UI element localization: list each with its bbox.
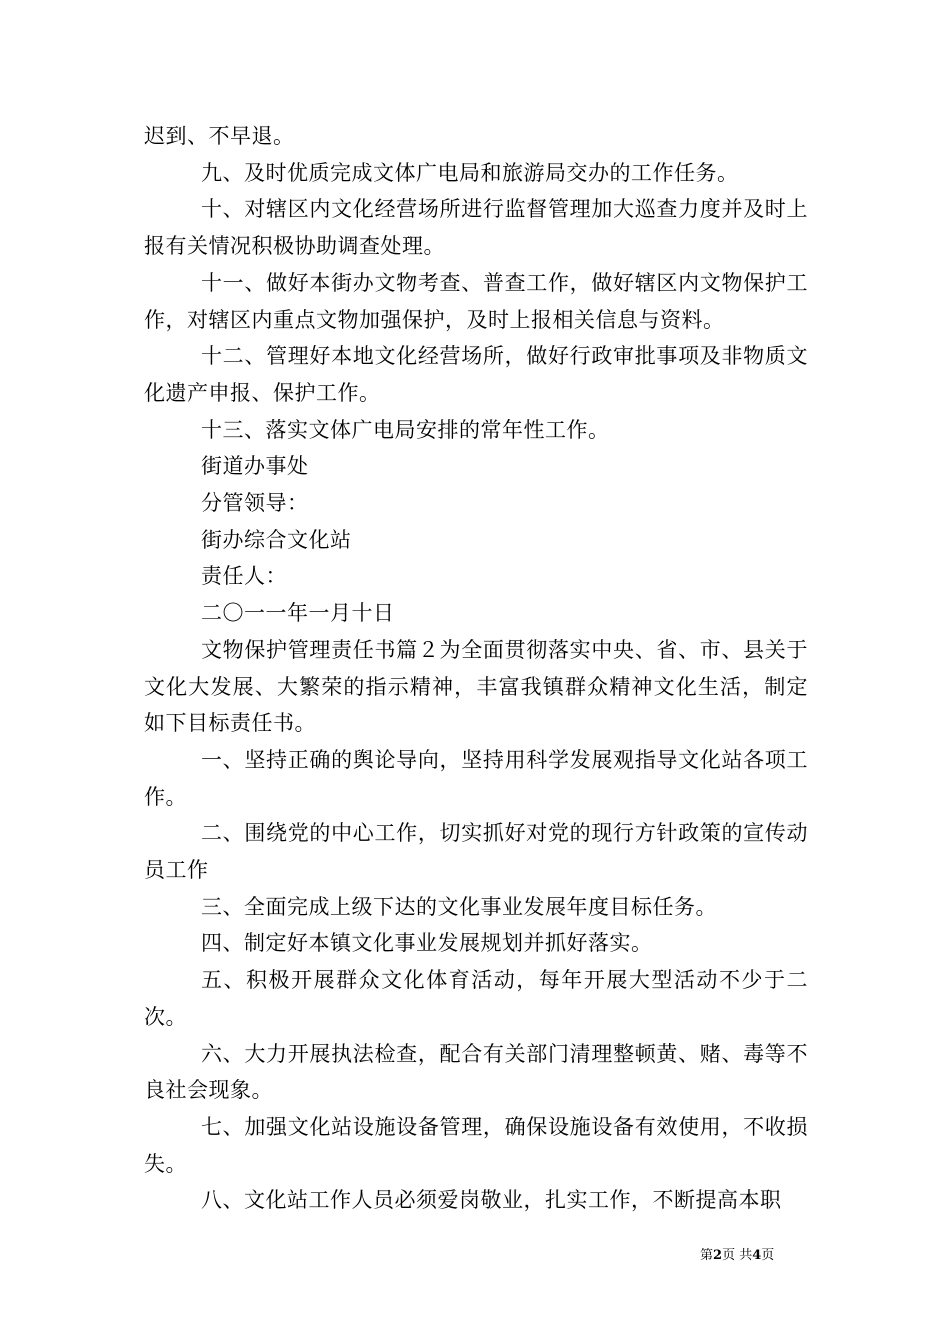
paragraph: 六、大力开展执法检查，配合有关部门清理整顿黄、赌、毒等不良社会现象。	[144, 1041, 808, 1103]
signature-org: 街道办事处	[201, 454, 309, 479]
paragraph: 十二、管理好本地文化经营场所，做好行政审批事项及非物质文化遗产申报、保护工作。	[144, 344, 808, 405]
paragraph: 三、全面完成上级下达的文化事业发展年度目标任务。	[201, 894, 717, 919]
paragraph: 五、积极开展群众文化体育活动，每年开展大型活动不少于二次。	[144, 968, 808, 1029]
signature-station: 街办综合文化站	[201, 527, 352, 552]
paragraph: 七、加强文化站设施设备管理，确保设施设备有效使用，不收损失。	[144, 1114, 808, 1176]
footer-prefix: 第	[700, 1248, 714, 1263]
paragraph: 二、围绕党的中心工作，切实抓好对党的现行方针政策的宣传动员工作	[144, 821, 808, 883]
footer-current-page: 2	[713, 1248, 723, 1263]
signature-leader-label: 分管领导：	[201, 491, 309, 516]
footer-total-pages: 4	[752, 1248, 762, 1263]
paragraph: 四、制定好本镇文化事业发展规划并抓好落实。	[201, 931, 653, 956]
paragraph: 八、文化站工作人员必须爱岗敬业，扎实工作，不断提高本职	[201, 1188, 782, 1213]
paragraph: 文物保护管理责任书篇２为全面贯彻落实中央、省、市、县关于文化大发展、大繁荣的指示精神，丰富我镇群众精神文化生活，制定如下目标责任书。	[144, 637, 808, 736]
paragraph: 十、对辖区内文化经营场所进行监督管理加大巡查力度并及时上报有关情况积极协助调查处理。	[144, 197, 808, 259]
paragraph: 十一、做好本街办文物考查、普查工作，做好辖区内文物保护工作，对辖区内重点文物加强保护，及时上报相关信息与资料。	[144, 270, 808, 332]
paragraph: 一、坚持正确的舆论导向，坚持用科学发展观指导文化站各项工作。	[144, 747, 808, 809]
footer-suffix: 页	[761, 1248, 775, 1263]
paragraph: 迟到、不早退。	[144, 124, 295, 148]
page-footer	[700, 1247, 840, 1265]
footer-middle: 页 共	[722, 1248, 753, 1263]
signature-date: 二〇一一年一月十日	[201, 601, 395, 626]
paragraph: 十三、落实文体广电局安排的常年性工作。	[201, 417, 610, 442]
signature-responsible-label: 责任人：	[201, 564, 287, 589]
document-body	[144, 118, 808, 1219]
paragraph: 九、及时优质完成文体广电局和旅游局交办的工作任务。	[201, 160, 739, 185]
